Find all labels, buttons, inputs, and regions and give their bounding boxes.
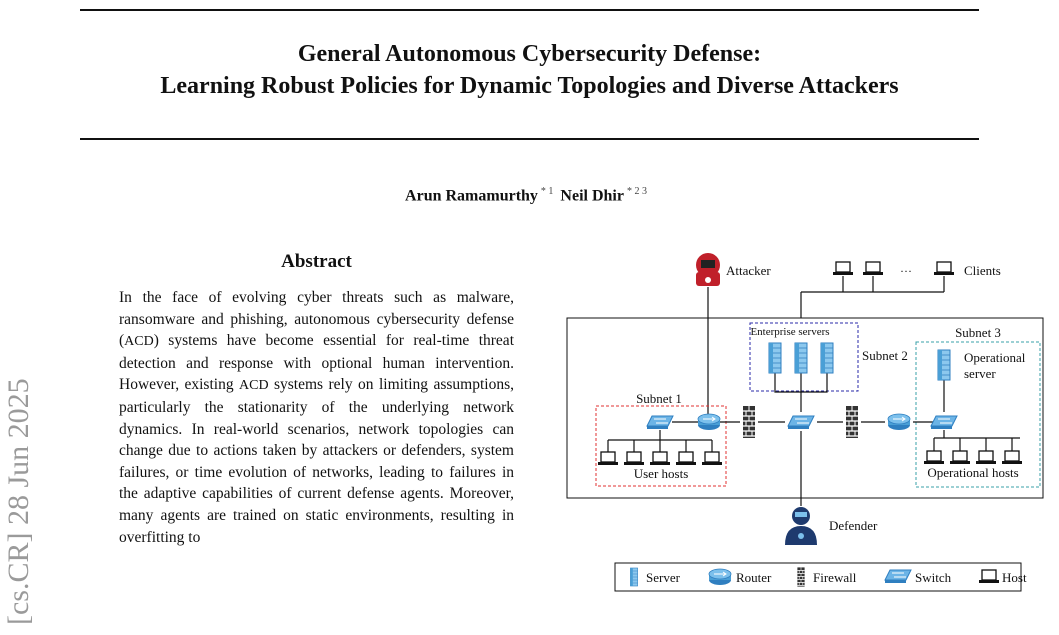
abstract-text-part: In the face of evolving cyber threats such as malware, ransomware and phishing, autonomous cybersecurity defense ( xyxy=(119,289,514,350)
arxiv-stamp-text: [cs.CR] 28 Jun 2025 xyxy=(2,378,34,625)
server-icon xyxy=(795,343,807,373)
legend-server-label: Server xyxy=(646,570,680,585)
subnet3-label: Subnet 3 xyxy=(955,325,1001,340)
user-hosts-label: User hosts xyxy=(633,466,689,481)
network-topology-figure xyxy=(560,245,1059,605)
top-rule xyxy=(80,9,979,11)
arxiv-stamp xyxy=(0,300,34,630)
client-host-icon xyxy=(863,262,883,275)
title-bottom-rule xyxy=(80,138,979,140)
host-icon xyxy=(624,452,644,465)
author-name: Neil Dhir xyxy=(560,187,624,205)
legend-firewall-icon xyxy=(797,567,804,586)
subnet1-label: Subnet 1 xyxy=(636,391,682,406)
router-icon xyxy=(698,414,720,430)
attacker-icon xyxy=(696,253,720,286)
acronym-acd: ACD xyxy=(124,334,154,350)
server-icon xyxy=(821,343,833,373)
router-icon xyxy=(888,414,910,430)
title-line-2: Learning Robust Policies for Dynamic Topologies and Diverse Attackers xyxy=(160,73,899,99)
legend-router-label: Router xyxy=(736,570,772,585)
switch-icon xyxy=(931,416,957,429)
client-hosts xyxy=(833,262,954,275)
client-host-icon xyxy=(833,262,853,275)
host-icon xyxy=(676,452,696,465)
paper-title xyxy=(80,38,979,102)
operational-server-label-1: Operational xyxy=(964,350,1026,365)
abstract-text-part: systems rely on limiting assumptions, particularly the stationarity of the underlying network dynamics. In real-world scenarios, network topologies can change due to actions taken by attackers or defenders, system failures, or time evolution of networks, leading to failures in the adaptive capabilities of current defense agents. Moreover, many agents are trained on static environments, resulting in overfitting to xyxy=(119,376,514,546)
operational-server-label-2: server xyxy=(964,366,996,381)
clients-label: Clients xyxy=(964,263,1001,278)
switch-icon xyxy=(788,416,814,429)
abstract-text-part: ) systems have become essential for real-time threat detection and response with optional human intervention. However, existing xyxy=(119,332,514,394)
host-icon xyxy=(976,451,996,464)
title-line-1: General Autonomous Cybersecurity Defense: xyxy=(297,41,762,67)
attacker-label: Attacker xyxy=(726,263,771,278)
legend-server-icon xyxy=(630,568,637,586)
author-affiliation: * 1 xyxy=(540,186,554,197)
server-icon xyxy=(938,350,950,380)
switch-icon xyxy=(647,416,673,429)
abstract-text xyxy=(119,287,514,548)
author-list xyxy=(80,186,979,205)
legend-host-icon xyxy=(979,570,999,583)
host-icon xyxy=(1002,451,1022,464)
figure-legend xyxy=(615,563,1027,591)
subnet2-label: Subnet 2 xyxy=(862,348,908,363)
operational-hosts-label: Operational hosts xyxy=(927,465,1019,480)
defender-label: Defender xyxy=(829,518,878,533)
legend-switch-label: Switch xyxy=(915,570,952,585)
host-icon xyxy=(924,451,944,464)
firewall-icon xyxy=(743,406,755,438)
firewall-icon xyxy=(846,406,858,438)
legend-host-label: Host xyxy=(1002,570,1027,585)
clients-ellipsis: ··· xyxy=(900,264,912,278)
client-host-icon xyxy=(934,262,954,275)
acronym-acd: ACD xyxy=(239,378,269,394)
host-icon xyxy=(702,452,722,465)
enterprise-servers-label: Enterprise servers xyxy=(750,326,830,338)
author-affiliation: * 2 3 xyxy=(626,186,647,197)
server-icon xyxy=(769,343,781,373)
host-icon xyxy=(950,451,970,464)
legend-router-icon xyxy=(709,569,731,585)
defender-icon xyxy=(785,507,817,545)
host-icon xyxy=(598,452,618,465)
author-name: Arun Ramamurthy xyxy=(405,187,538,205)
legend-firewall-label: Firewall xyxy=(813,570,857,585)
abstract-heading: Abstract xyxy=(281,251,352,272)
host-icon xyxy=(650,452,670,465)
